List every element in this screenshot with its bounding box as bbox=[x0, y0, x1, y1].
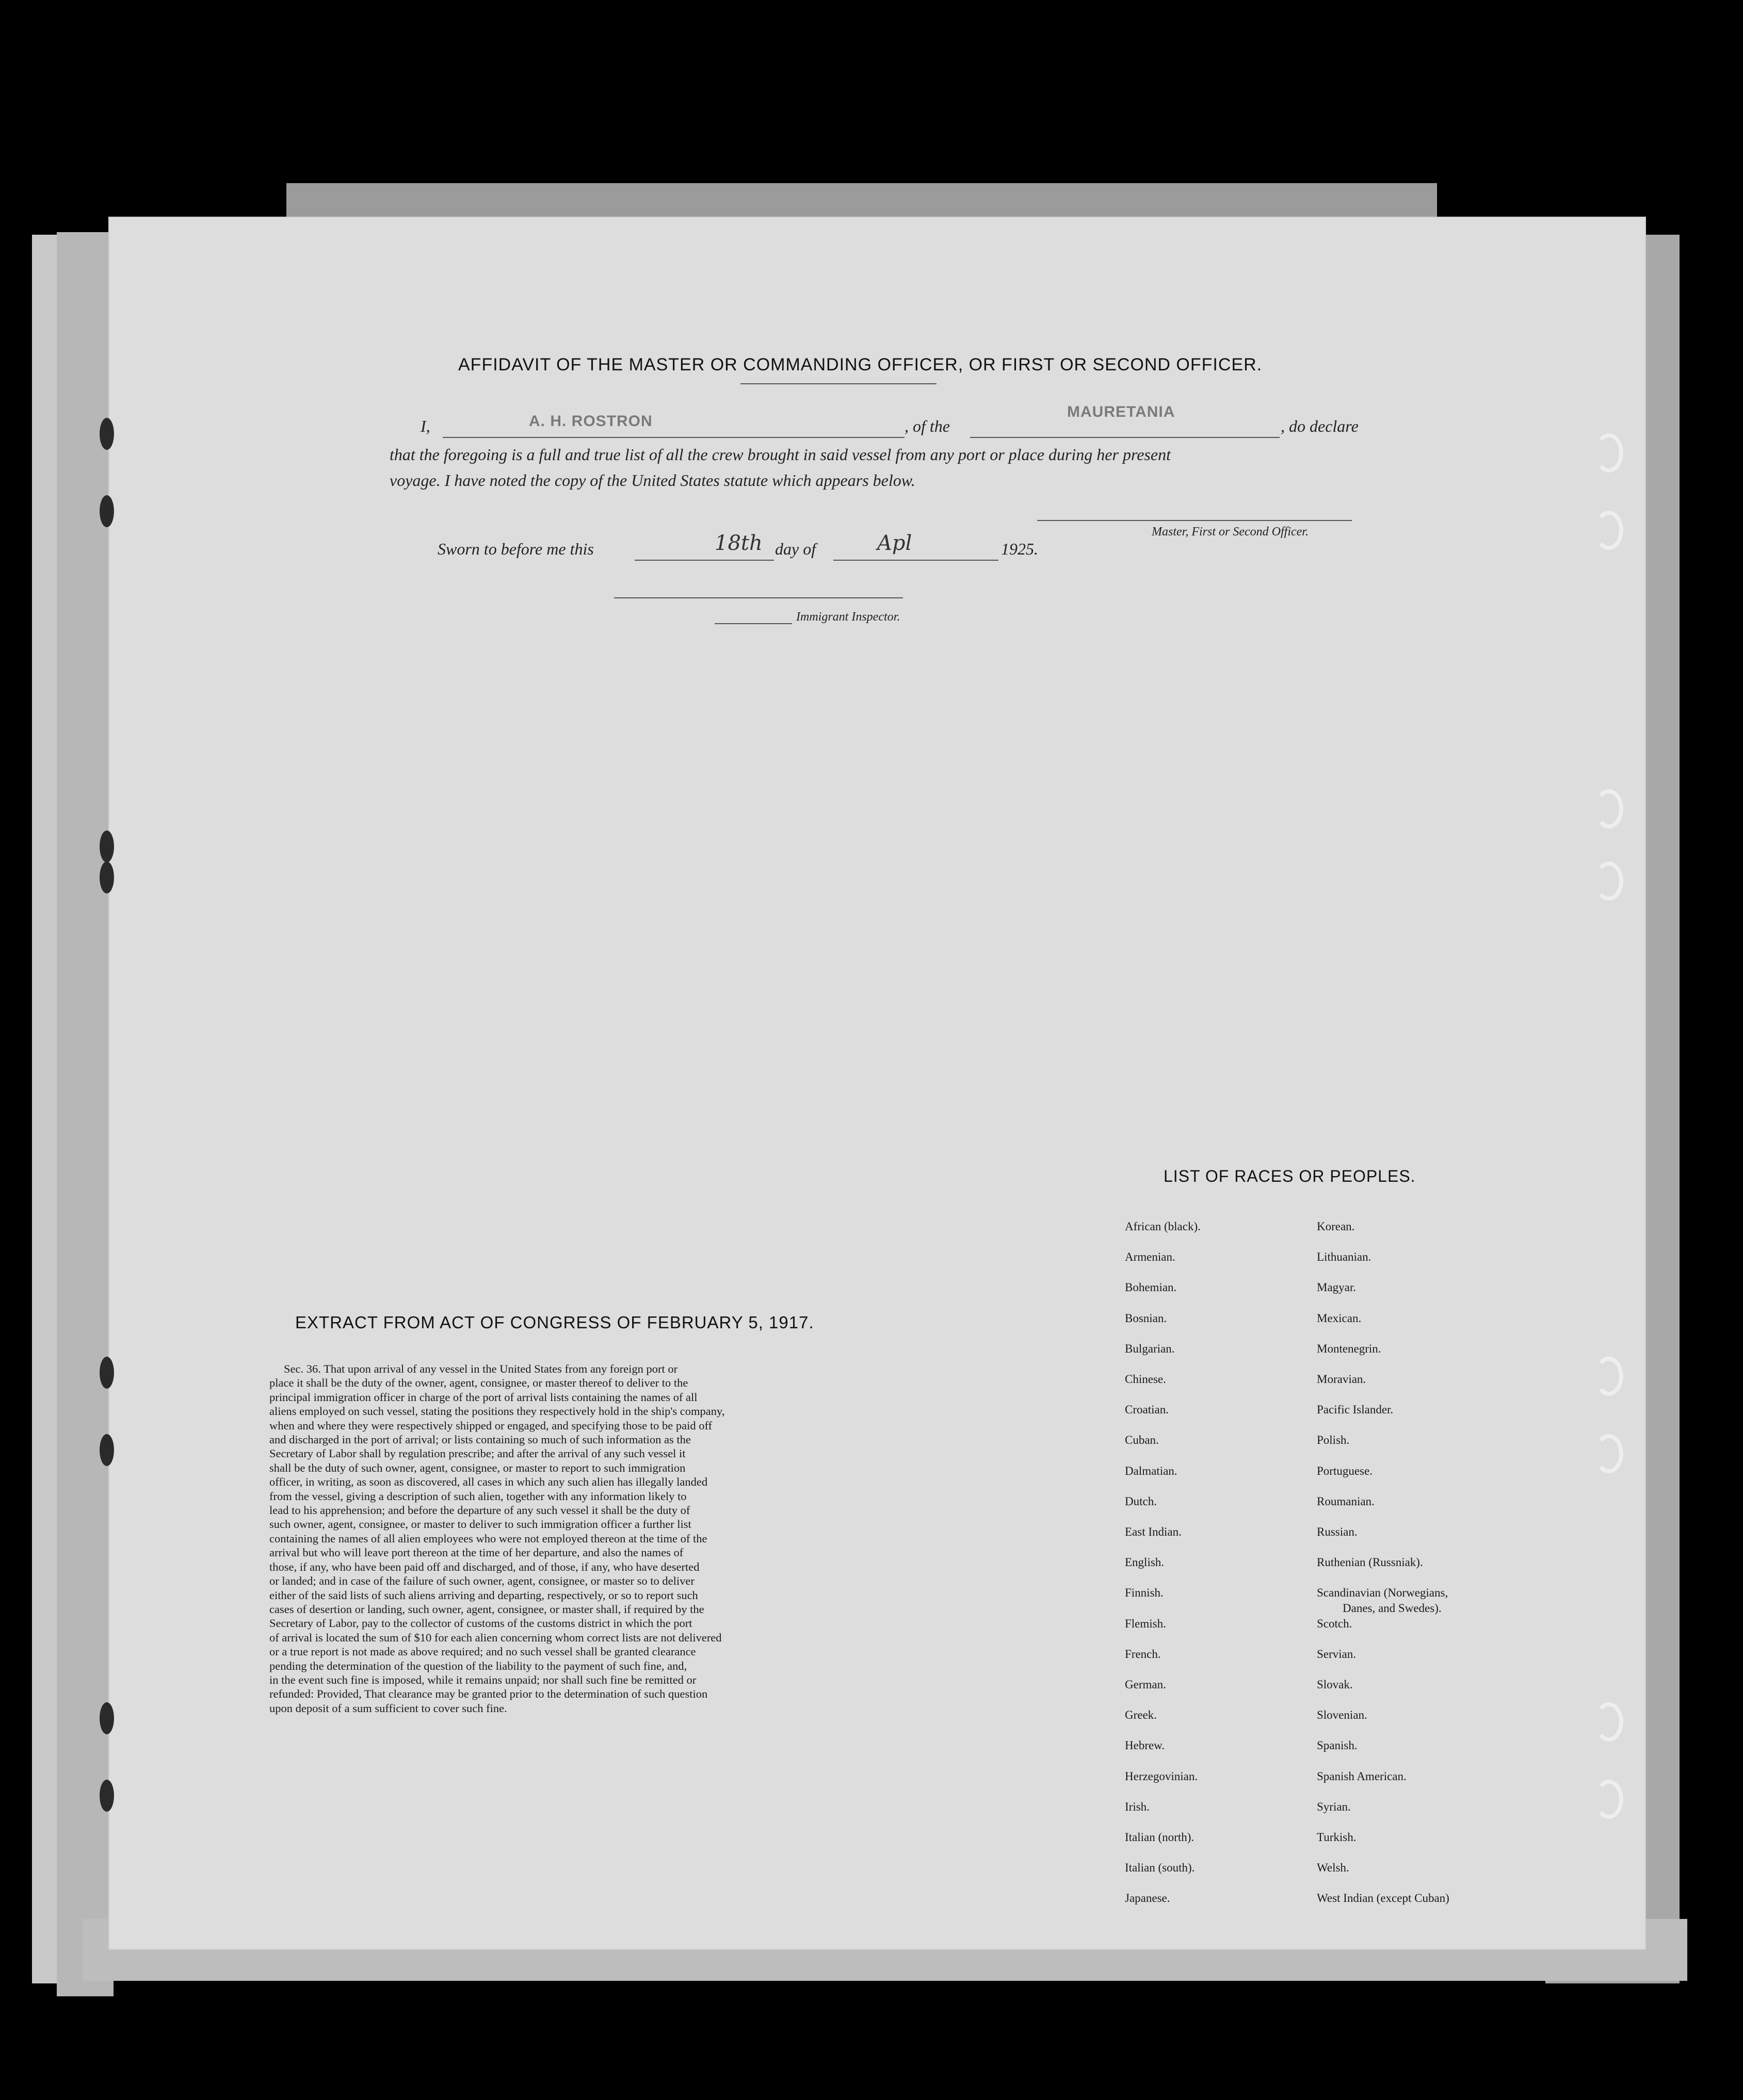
race-list-item: Spanish. bbox=[1317, 1739, 1358, 1752]
affidavit-title: AFFIDAVIT OF THE MASTER OR COMMANDING OFFICER, OR FIRST OR SECOND OFFICER. bbox=[458, 355, 1263, 375]
race-list-item: Bosnian. bbox=[1125, 1311, 1167, 1325]
binder-ring-icon bbox=[1594, 1357, 1623, 1396]
extract-line: from the vessel, giving a description of such alien, together with any information likely to bbox=[269, 1489, 687, 1503]
binder-ring-icon bbox=[1594, 789, 1623, 828]
extract-line: upon deposit of a sum sufficient to cover such fine. bbox=[269, 1701, 507, 1715]
sworn-day-handwritten: 18th bbox=[715, 531, 763, 555]
race-list-item: Scandinavian (Norwegians, bbox=[1317, 1586, 1448, 1600]
title-rule bbox=[740, 383, 937, 384]
extract-line: of arrival is located the sum of $10 for each alien concerning whom correct lists are not delivered bbox=[269, 1631, 722, 1644]
race-list-item: Armenian. bbox=[1125, 1250, 1175, 1264]
race-list-item: West Indian (except Cuban) bbox=[1317, 1892, 1449, 1905]
race-list-item: Herzegovinian. bbox=[1125, 1769, 1198, 1783]
sworn-prefix: Sworn to before me this bbox=[438, 540, 594, 558]
sworn-year: 1925. bbox=[1001, 540, 1038, 558]
extract-line: refunded: Provided, That clearance may be granted prior to the determination of such question bbox=[269, 1687, 708, 1701]
officer-signature-line bbox=[1037, 520, 1352, 521]
race-list-item: Slovak. bbox=[1317, 1678, 1353, 1691]
race-list-item: Cuban. bbox=[1125, 1434, 1159, 1447]
binder-hole bbox=[100, 1357, 114, 1389]
extract-line: such owner, agent, consignee, or master to deliver to such immigration officer a further list bbox=[269, 1518, 691, 1531]
race-list-item: Slovenian. bbox=[1317, 1708, 1367, 1722]
binder-hole bbox=[100, 861, 114, 893]
binder-ring-icon bbox=[1594, 1434, 1623, 1473]
race-list-item: Roumanian. bbox=[1317, 1494, 1375, 1508]
race-list-item: Japanese. bbox=[1125, 1892, 1170, 1905]
binder-hole bbox=[100, 831, 114, 862]
extract-line: when and where they were respectively shipped or engaged, and specifying those to be paid off bbox=[269, 1419, 713, 1432]
extract-line: arrival but who will leave port thereon at the time of her departure, and also the names of bbox=[269, 1546, 684, 1559]
affidavit-line-3: voyage. I have noted the copy of the United States statute which appears below. bbox=[390, 471, 915, 490]
race-list-item: Montenegrin. bbox=[1317, 1342, 1381, 1355]
race-list-item: Magyar. bbox=[1317, 1281, 1357, 1294]
binder-hole bbox=[100, 1780, 114, 1812]
extract-line: or a true report is not made as above required; and no such vessel shall be granted clearance bbox=[269, 1645, 696, 1658]
officer-caption: Master, First or Second Officer. bbox=[1152, 525, 1309, 539]
race-list-item: Pacific Islander. bbox=[1317, 1403, 1394, 1417]
extract-line: containing the names of all alien employees who were not employed thereon at the time of the bbox=[269, 1532, 707, 1545]
extract-line: aliens employed on such vessel, stating the positions they respectively hold in the ship's company, bbox=[269, 1405, 725, 1418]
master-name-field bbox=[443, 436, 905, 438]
binder-ring-icon bbox=[1594, 433, 1623, 473]
extract-line: and discharged in the port of arrival; or lists containing so much of such information as the bbox=[269, 1433, 691, 1446]
extract-title: EXTRACT FROM ACT OF CONGRESS OF FEBRUARY 5, 1917. bbox=[295, 1313, 814, 1332]
binder-ring-icon bbox=[1594, 511, 1623, 550]
race-list-item: Hebrew. bbox=[1125, 1739, 1165, 1752]
race-list-item: Dutch. bbox=[1125, 1494, 1157, 1508]
race-list-item: Korean. bbox=[1317, 1220, 1355, 1233]
race-list-item: Syrian. bbox=[1317, 1800, 1351, 1813]
master-name-stamp: A. H. ROSTRON bbox=[529, 413, 653, 430]
race-list-item: Chinese. bbox=[1125, 1373, 1166, 1386]
extract-line: officer, in writing, as soon as discovered, all cases in which any such alien has illegally landed bbox=[269, 1475, 708, 1489]
extract-line: pending the determination of the question of the liability to the payment of such fine, and, bbox=[269, 1659, 687, 1672]
extract-line: Secretary of Labor shall by regulation prescribe; and after the arrival of any such vessel it bbox=[269, 1447, 686, 1460]
binder-hole bbox=[100, 418, 114, 450]
extract-line: either of the said lists of such aliens arriving and departing, respectively, or so to report such bbox=[269, 1588, 698, 1602]
binder-hole bbox=[100, 495, 114, 527]
extract-line: place it shall be the duty of the owner, agent, consignee, or master thereof to deliver to the bbox=[269, 1376, 688, 1390]
race-list-item-continuation: Danes, and Swedes). bbox=[1343, 1602, 1442, 1615]
race-list-item: Bohemian. bbox=[1125, 1281, 1177, 1294]
race-list-item: Scotch. bbox=[1317, 1617, 1352, 1630]
races-title: LIST OF RACES OR PEOPLES. bbox=[1164, 1167, 1416, 1185]
race-list-item: Welsh. bbox=[1317, 1861, 1349, 1875]
race-list-item: Dalmatian. bbox=[1125, 1464, 1177, 1477]
extract-line: Sec. 36. That upon arrival of any vessel in the United States from any foreign port or bbox=[284, 1362, 678, 1375]
vessel-name-field bbox=[970, 436, 1280, 438]
race-list-item: Spanish American. bbox=[1317, 1769, 1407, 1783]
extract-line: Secretary of Labor, pay to the collector of customs of the customs district in which the port bbox=[269, 1617, 692, 1630]
race-list-item: East Indian. bbox=[1125, 1525, 1182, 1538]
race-list-item: Bulgarian. bbox=[1125, 1342, 1175, 1355]
race-list-item: Servian. bbox=[1317, 1647, 1357, 1661]
of-the-label: , of the bbox=[905, 417, 950, 435]
race-list-item: Irish. bbox=[1125, 1800, 1150, 1813]
inspector-line-upper bbox=[614, 597, 903, 598]
extract-body bbox=[269, 1362, 865, 1715]
race-list-item: Greek. bbox=[1125, 1708, 1157, 1722]
binder-ring-icon bbox=[1594, 861, 1623, 901]
sworn-day-field bbox=[635, 559, 774, 561]
race-list-item: Italian (north). bbox=[1125, 1831, 1195, 1844]
extract-line: those, if any, who have been paid off and discharged, and of those, if any, who have deserted bbox=[269, 1560, 700, 1573]
extract-line: or landed; and in case of the failure of such owner, agent, consignee, or master so to deliver bbox=[269, 1574, 695, 1588]
race-list-item: German. bbox=[1125, 1678, 1166, 1691]
race-list-item: Turkish. bbox=[1317, 1831, 1357, 1844]
race-list-item: Ruthenian (Russniak). bbox=[1317, 1556, 1423, 1569]
binder-hole bbox=[100, 1702, 114, 1734]
affidavit-prefix: I, bbox=[421, 417, 430, 435]
inspector-caption: Immigrant Inspector. bbox=[796, 610, 900, 624]
inspector-signature-line bbox=[715, 623, 792, 624]
binder-ring-icon bbox=[1594, 1780, 1623, 1819]
race-list-item: Portuguese. bbox=[1317, 1464, 1373, 1477]
race-list-item: African (black). bbox=[1125, 1220, 1201, 1233]
extract-line: principal immigration officer in charge of the port of arrival lists containing the names of all bbox=[269, 1390, 698, 1404]
extract-line: shall be the duty of such owner, agent, consignee, or master to report to such immigration bbox=[269, 1461, 686, 1474]
race-list-item: Italian (south). bbox=[1125, 1861, 1195, 1875]
extract-line: in the event such fine is imposed, while it remains unpaid; nor shall such fine be remitted or bbox=[269, 1673, 697, 1686]
extract-line: cases of desertion or landing, such owner, agent, consignee, or master shall, if required by the bbox=[269, 1602, 704, 1616]
race-list-item: Flemish. bbox=[1125, 1617, 1166, 1630]
race-list-item: English. bbox=[1125, 1556, 1165, 1569]
race-list-item: Finnish. bbox=[1125, 1586, 1164, 1600]
race-list-item: Polish. bbox=[1317, 1434, 1350, 1447]
vessel-name-stamp: MAURETANIA bbox=[1067, 403, 1175, 420]
race-list-item: Moravian. bbox=[1317, 1373, 1366, 1386]
declare-label: , do declare bbox=[1281, 417, 1359, 435]
binder-ring-icon bbox=[1594, 1702, 1623, 1741]
race-list-item: Russian. bbox=[1317, 1525, 1358, 1538]
race-list-item: French. bbox=[1125, 1647, 1161, 1661]
extract-line: lead to his apprehension; and before the departure of any such vessel it shall be the duty of bbox=[269, 1504, 690, 1517]
affidavit-line-2: that the foregoing is a full and true list of all the crew brought in said vessel from any port or place during her present bbox=[390, 445, 1171, 464]
race-list-item: Lithuanian. bbox=[1317, 1250, 1371, 1264]
race-list-item: Croatian. bbox=[1125, 1403, 1169, 1417]
sworn-month-field bbox=[833, 559, 998, 561]
race-list-item: Mexican. bbox=[1317, 1311, 1362, 1325]
day-of-label: day of bbox=[775, 540, 816, 558]
binder-hole bbox=[100, 1434, 114, 1466]
sworn-month-handwritten: Apl bbox=[877, 531, 912, 555]
